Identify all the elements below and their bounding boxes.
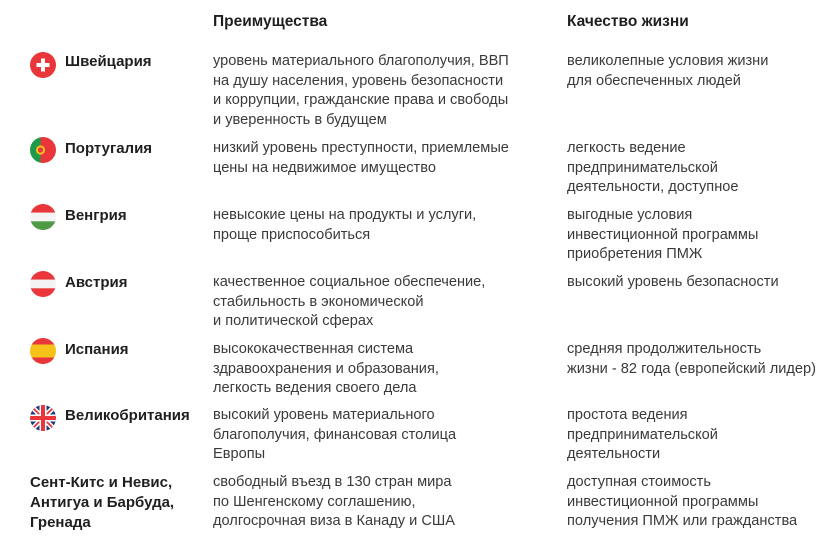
advantages-cell: высокий уровень материального благополучия, финансовая столица Европы: [213, 407, 457, 463]
header-advantages: Преимущества: [213, 13, 328, 30]
quality-cell: великолепные условия жизни для обеспеченных людей: [567, 53, 769, 89]
country-name: Швейцария: [65, 53, 152, 70]
advantages-cell: высококачественная система здравоохранения и образования, легкость ведения своего дела: [213, 341, 439, 397]
advantages-cell: свободный въезд в 130 стран мира по Шенгенскому соглашению, долгосрочная виза в Канаду и США: [213, 474, 455, 530]
advantages-cell: уровень материального благополучия, ВВП на душу населения, уровень безопасности и коррупции, гражданские права и свободы и уверенность в будущем: [213, 53, 509, 128]
austria-flag-icon: [30, 271, 56, 297]
quality-cell: легкость ведение предпринимательской деятельности, доступное: [567, 140, 739, 196]
quality-cell: средняя продолжительность жизни - 82 года (европейский лидер): [567, 341, 817, 377]
country-name: Венгрия: [65, 207, 127, 224]
portugal-flag-icon: [30, 137, 56, 163]
spain-flag-icon: [30, 338, 56, 364]
country-name: Великобритания: [65, 407, 190, 424]
quality-cell: доступная стоимость инвестиционной программы получения ПМЖ или гражданства: [567, 474, 798, 530]
country-name: Испания: [65, 341, 129, 358]
quality-cell: высокий уровень безопасности: [567, 274, 779, 290]
hungary-flag-icon: [30, 204, 56, 230]
country-name: Сент-Китс и Невис, Антигуа и Барбуда, Гренада: [30, 474, 175, 531]
advantages-cell: низкий уровень преступности, приемлемые цены на недвижимое имущество: [213, 140, 509, 176]
country-name: Австрия: [65, 274, 128, 291]
advantages-cell: невысокие цены на продукты и услуги, проще приспособиться: [213, 207, 477, 243]
quality-cell: выгодные условия инвестиционной программы приобретения ПМЖ: [567, 207, 759, 263]
header-quality: Качество жизни: [567, 13, 689, 30]
advantages-cell: качественное социальное обеспечение, стабильность в экономической и политической сферах: [213, 274, 486, 330]
uk-flag-icon: [30, 405, 56, 431]
switzerland-flag-icon: [30, 52, 56, 78]
quality-cell: простота ведения предпринимательской деятельности: [567, 407, 718, 463]
country-name: Португалия: [65, 140, 153, 157]
